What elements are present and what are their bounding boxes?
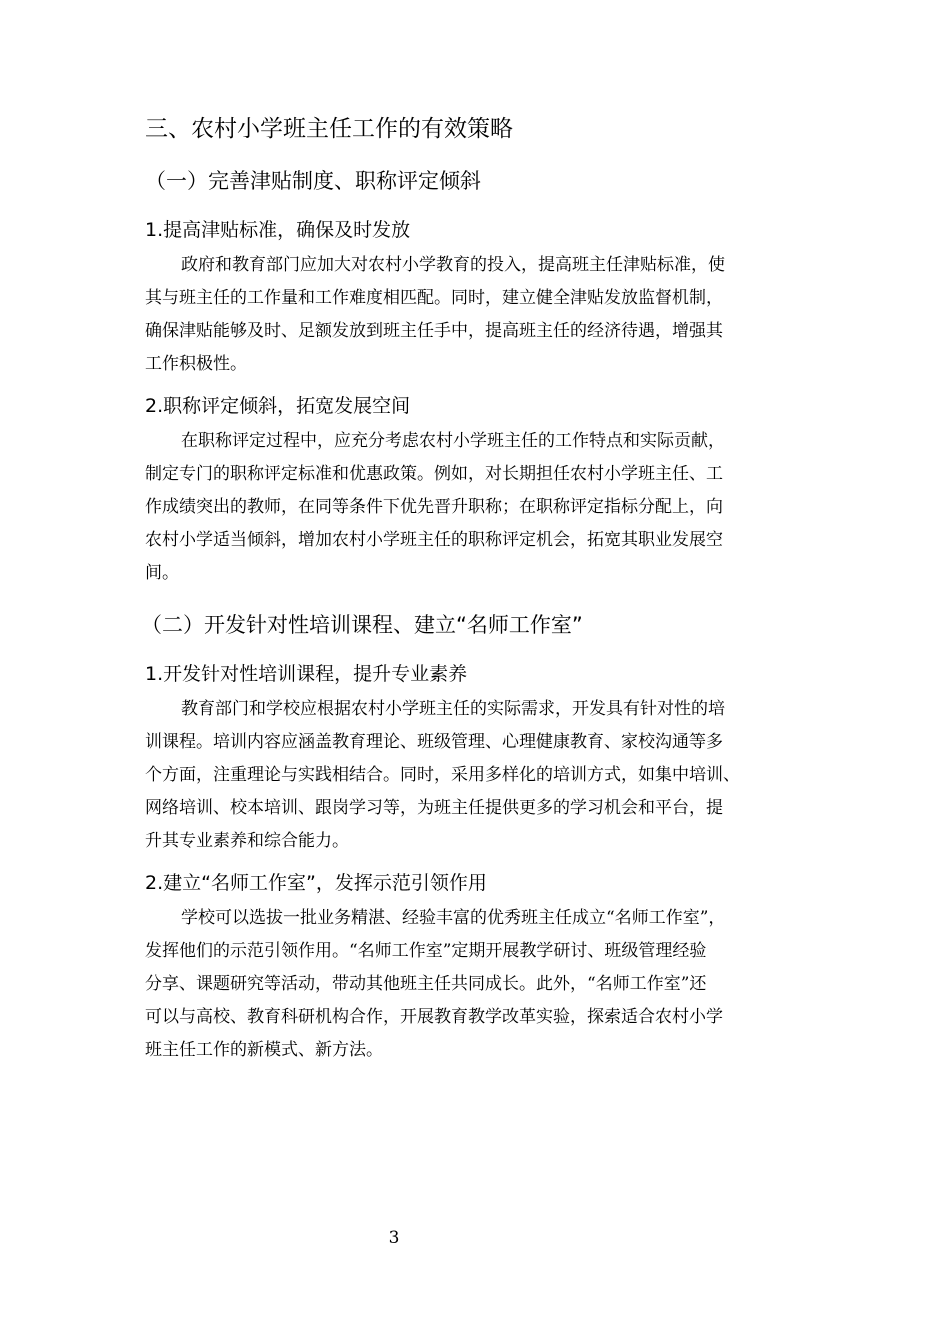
paragraph-line: 制定专门的职称评定标准和优惠政策。例如，对长期担任农村小学班主任、工	[145, 464, 723, 484]
item-heading-2-1: 1.开发针对性培训课程，提升专业素养	[145, 663, 468, 685]
item-heading-1-2: 2.职称评定倾斜，拓宽发展空间	[145, 395, 411, 417]
paragraph-line: 班主任工作的新模式、新方法。	[145, 1040, 383, 1060]
item-heading-1-1: 1.提高津贴标准，确保及时发放	[145, 219, 411, 241]
paragraph-1-2	[145, 425, 813, 590]
paragraph-line: 教育部门和学校应根据农村小学班主任的实际需求，开发具有针对性的培	[181, 699, 725, 719]
paragraph-line: 政府和教育部门应加大对农村小学教育的投入，提高班主任津贴标准，使	[181, 255, 725, 275]
paragraph-line: 其与班主任的工作量和工作难度相匹配。同时，建立健全津贴发放监督机制，	[145, 288, 723, 308]
subsection-title-1: （一）完善津贴制度、职称评定倾斜	[145, 169, 481, 193]
paragraph-line: 个方面，注重理论与实践相结合。同时，采用多样化的培训方式，如集中培训、	[145, 765, 740, 785]
paragraph-line: 可以与高校、教育科研机构合作，开展教育教学改革实验，探索适合农村小学	[145, 1007, 723, 1027]
paragraph-line: 工作积极性。	[145, 354, 247, 374]
paragraph-line: 网络培训、校本培训、跟岗学习等，为班主任提供更多的学习机会和平台，提	[145, 798, 723, 818]
paragraph-line: 训课程。培训内容应涵盖教育理论、班级管理、心理健康教育、家校沟通等多	[145, 732, 723, 752]
paragraph-line: 学校可以选拔一批业务精湛、经验丰富的优秀班主任成立“名师工作室”，	[181, 908, 726, 928]
paragraph-line: 分享、课题研究等活动，带动其他班主任共同成长。此外，“名师工作室”还	[145, 974, 707, 994]
subsection-title-2: （二）开发针对性培训课程、建立“名师工作室”	[141, 613, 583, 637]
section-title: 三、农村小学班主任工作的有效策略	[145, 116, 513, 142]
page-number: 3	[388, 1228, 400, 1248]
item-heading-2-2: 2.建立“名师工作室”，发挥示范引领作用	[145, 872, 487, 894]
page-content	[141, 112, 813, 1067]
paragraph-line: 在职称评定过程中，应充分考虑农村小学班主任的工作特点和实际贡献，	[181, 431, 725, 451]
paragraph-line: 农村小学适当倾斜，增加农村小学班主任的职称评定机会，拓宽其职业发展空	[145, 530, 723, 550]
paragraph-line: 发挥他们的示范引领作用。“名师工作室”定期开展教学研讨、班级管理经验	[145, 941, 707, 961]
paragraph-line: 作成绩突出的教师，在同等条件下优先晋升职称；在职称评定指标分配上，向	[145, 497, 723, 517]
paragraph-line: 升其专业素养和综合能力。	[145, 831, 349, 851]
paragraph-line: 间。	[145, 563, 179, 583]
paragraph-line: 确保津贴能够及时、足额发放到班主任手中，提高班主任的经济待遇，增强其	[145, 321, 723, 341]
paragraph-2-1	[145, 693, 813, 858]
paragraph-2-2	[145, 902, 813, 1067]
paragraph-1-1	[145, 249, 813, 381]
